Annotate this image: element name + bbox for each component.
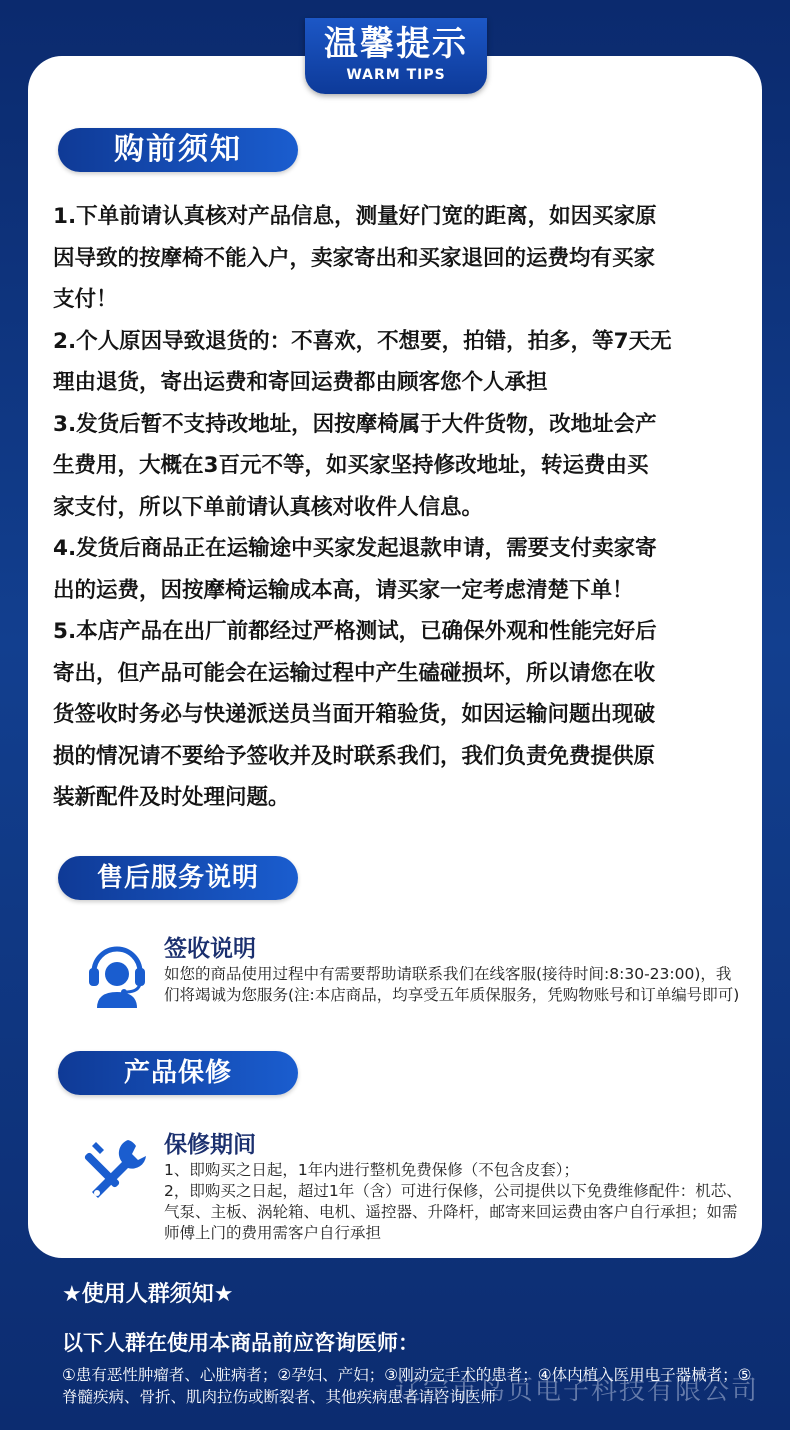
notice-line: 生费用，大概在3百元不等，如买家坚持修改地址，转运费由买 (53, 453, 649, 478)
notice-line: 支付！ (53, 287, 118, 312)
user-group-heading: ★使用人群须知★ (62, 1282, 234, 1307)
notice-line: 3.发货后暂不支持改地址，因按摩椅属于大件货物，改地址会产 (53, 411, 657, 437)
warm-tips-badge (305, 18, 487, 94)
notice-line: 货签收时务必与快递派送员当面开箱验货，如因运输问题出现破 (53, 702, 656, 727)
sign-receipt-text: 如您的商品使用过程中有需要帮助请联系我们在线客服(接待时间:8:30-23:00)，我们将竭诚为您服务(注:本店商品，均享受五年质保服务，凭购物账号和订单编号即可) (164, 965, 740, 1004)
company-watermark: 辽宁市鸟页电子科技有限公司 (395, 1376, 760, 1406)
sign-receipt-info (82, 930, 742, 1025)
section-title-warranty: 产品保修 (58, 1051, 298, 1095)
pre-purchase-notice (53, 196, 759, 819)
warranty-line-1: 1、即购买之日起，1年内进行整机免费保修（不包含皮套）； (164, 1161, 579, 1179)
notice-line: 寄出，但产品可能会在运输过程中产生磕碰损坏，所以请您在收 (53, 660, 656, 686)
badge-title-en: WARM TIPS (346, 67, 446, 83)
headset-icon (82, 938, 152, 1008)
user-group-list: ①患有恶性肿瘤者、心脏病者；②孕妇、产妇；③刚动完手术的患者；④体内植入医用电子器械者；⑤脊髓疾病、骨折、肌肉拉伤或断裂者、其他疾病患者请咨询医师 (62, 1366, 752, 1406)
notice-line: 1.下单前请认真核对产品信息，测量好门宽的距离，如因买家原 (53, 204, 657, 229)
section-title-after-sales: 售后服务说明 (58, 856, 298, 900)
warranty-line-2: 2，即购买之日起，超过1年（含）可进行保修，公司提供以下免费维修配件：机芯、气泵、主板、涡轮箱、电机、遥控器、升降杆，邮寄来回运费由客户自行承担；如需师傅上门的费用需客户自行承担 (164, 1182, 742, 1242)
badge-title-zh: 温馨提示 (324, 24, 468, 64)
notice-line: 5.本店产品在出厂前都经过严格测试，已确保外观和性能完好后 (53, 619, 657, 644)
tools-icon (82, 1134, 152, 1204)
user-group-subheading: 以下人群在使用本商品前应咨询医师： (62, 1331, 419, 1355)
notice-line: 2.个人原因导致退货的：不喜欢，不想要，拍错，拍多，等7天无 (53, 328, 672, 354)
notice-line: 因导致的按摩椅不能入户，卖家寄出和买家退回的运费均有买家 (53, 245, 656, 271)
notice-line: 装新配件及时处理问题。 (53, 785, 290, 810)
notice-line: 家支付，所以下单前请认真核对收件人信息。 (53, 494, 484, 520)
notice-line: 损的情况请不要给予签收并及时联系我们，我们负责免费提供原 (53, 743, 656, 769)
section-title-pre-purchase: 购前须知 (58, 128, 298, 172)
warranty-text (164, 1160, 744, 1244)
notice-line: 4.发货后商品正在运输途中买家发起退款申请，需要支付卖家寄 (53, 536, 657, 561)
notice-line: 出的运费，因按摩椅运输成本高，请买家一定考虑清楚下单！ (53, 577, 634, 603)
warranty-info (82, 1126, 742, 1246)
sign-receipt-title: 签收说明 (164, 936, 256, 962)
warranty-title: 保修期间 (164, 1132, 256, 1158)
notice-line: 理由退货，寄出运费和寄回运费都由顾客您个人承担 (53, 370, 548, 395)
